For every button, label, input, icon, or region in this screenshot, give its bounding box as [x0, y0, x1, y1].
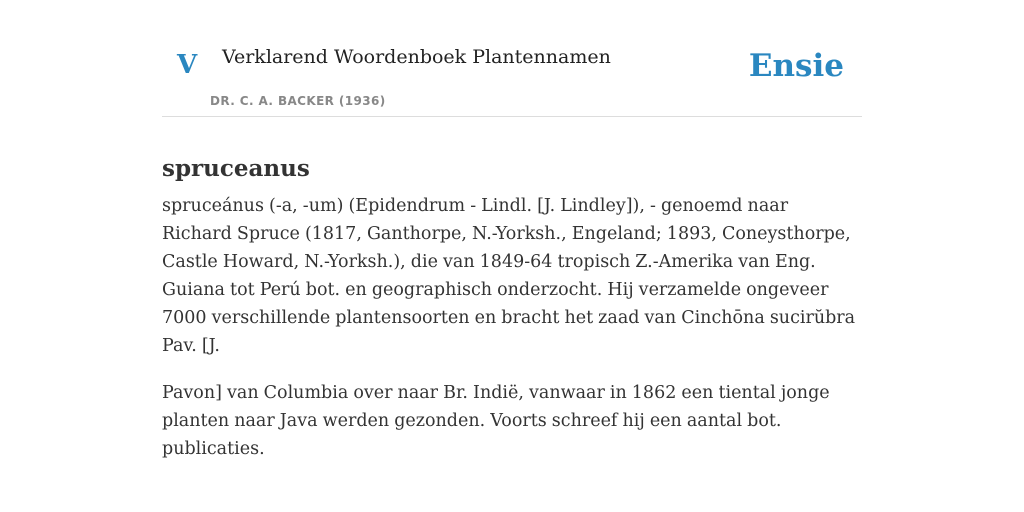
dictionary-logo[interactable]: V: [177, 50, 198, 80]
dictionary-title-link[interactable]: Verklarend Woordenboek Plantennamen: [222, 46, 611, 68]
entry-definition: [162, 192, 862, 482]
ensie-logo-link[interactable]: Ensie: [748, 48, 844, 84]
definition-paragraph: Pavon] van Columbia over naar Br. Indië, vanwaar in 1862 een tiental jonge planten naar Java werden gezonden. Voorts schreef hij een aantal bot. publicaties.: [162, 383, 830, 459]
dictionary-header: [162, 0, 862, 117]
page: [162, 0, 862, 512]
dictionary-author: DR. C. A. BACKER (1936): [210, 94, 386, 108]
definition-paragraph: spruceánus (-a, -um) (Epidendrum - Lindl. [J. Lindley]), - genoemd naar Richard Spruce (1817, Ganthorpe, N.-Yorksh., Engeland; 1893, Coneysthorpe, Castle Howard, N.-Yorksh.), die van 1849-64 tropisch Z.-Amerika van Eng. Guiana tot Perú bot. en geographisch onderzocht. Hij verzamelde ongeveer 7000 verschillende plantensoorten en bracht het zaad van Cinchōna sucirŭbra Pav. [J.: [162, 196, 856, 356]
entry-headword: spruceanus: [162, 155, 310, 183]
